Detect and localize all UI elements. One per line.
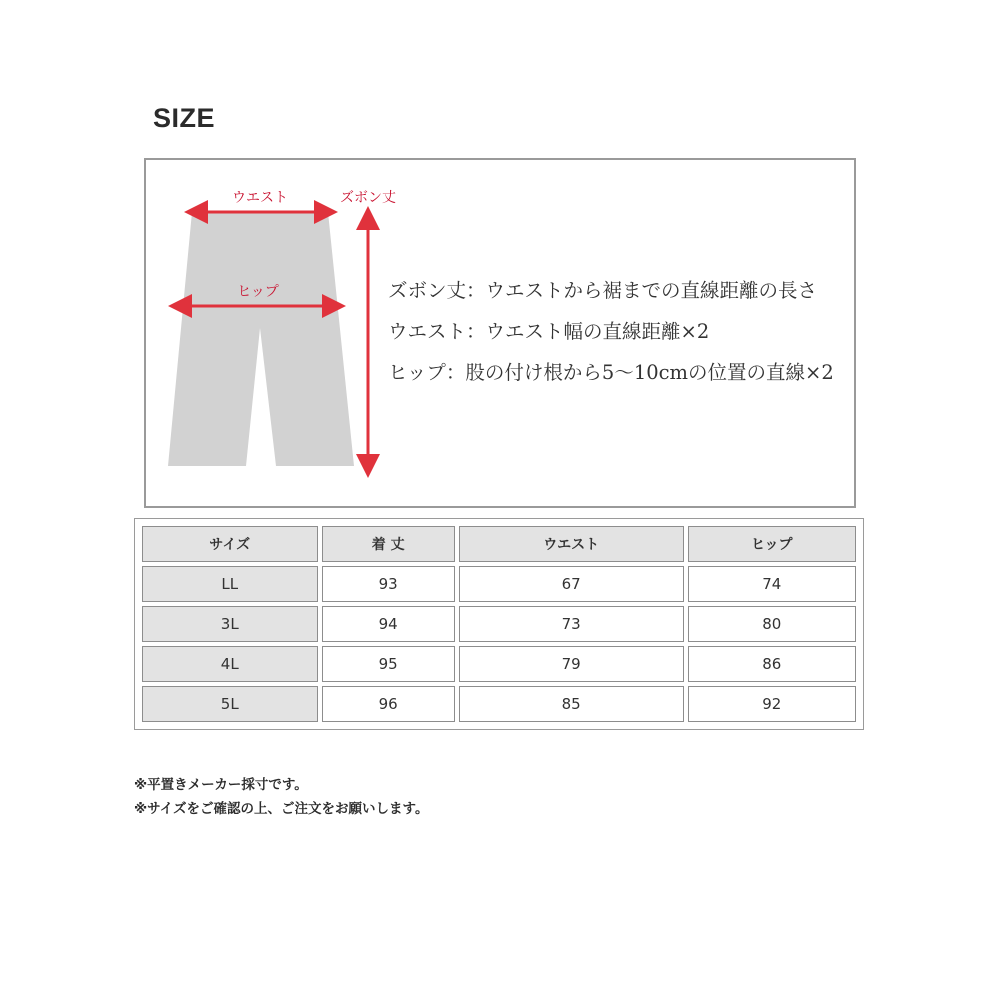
header-length: 着 丈: [322, 526, 455, 562]
header-size: サイズ: [142, 526, 318, 562]
header-waist: ウエスト: [459, 526, 684, 562]
waist-cell: 67: [459, 566, 684, 602]
length-cell: 95: [322, 646, 455, 682]
length-cell: 96: [322, 686, 455, 722]
size-cell: LL: [142, 566, 318, 602]
table-row: [142, 566, 856, 602]
table-header-row: [142, 526, 856, 562]
hip-cell: 86: [688, 646, 857, 682]
definition-length: ズボン丈：ウエストから裾までの直線距離の長さ: [388, 279, 818, 302]
page-title: SIZE: [153, 103, 216, 133]
pants-shape: [168, 212, 354, 466]
size-cell: 3L: [142, 606, 318, 642]
header-hip: ヒップ: [688, 526, 857, 562]
notes: [134, 773, 428, 821]
size-cell: 5L: [142, 686, 318, 722]
waist-cell: 85: [459, 686, 684, 722]
hip-label: ヒップ: [237, 284, 279, 300]
hip-cell: 92: [688, 686, 857, 722]
table-row: [142, 686, 856, 722]
table-row: [142, 606, 856, 642]
waist-label: ウエスト: [232, 190, 288, 206]
length-label: ズボン丈: [340, 190, 396, 206]
length-cell: 94: [322, 606, 455, 642]
waist-cell: 73: [459, 606, 684, 642]
waist-cell: 79: [459, 646, 684, 682]
size-cell: 4L: [142, 646, 318, 682]
table-row: [142, 646, 856, 682]
note-confirm: ※サイズをご確認の上、ご注文をお願いします。: [134, 801, 429, 817]
note-measurement: ※平置きメーカー採寸です。: [134, 777, 308, 793]
size-diagram: [144, 158, 856, 508]
hip-cell: 74: [688, 566, 857, 602]
definition-list: [388, 270, 834, 393]
size-table-frame: [134, 518, 864, 730]
size-table: [138, 522, 860, 726]
definition-hip: ヒップ：股の付け根から5～10cmの位置の直線×2: [388, 361, 834, 384]
definition-waist: ウエスト：ウエスト幅の直線距離×2: [388, 320, 710, 343]
hip-cell: 80: [688, 606, 857, 642]
length-cell: 93: [322, 566, 455, 602]
